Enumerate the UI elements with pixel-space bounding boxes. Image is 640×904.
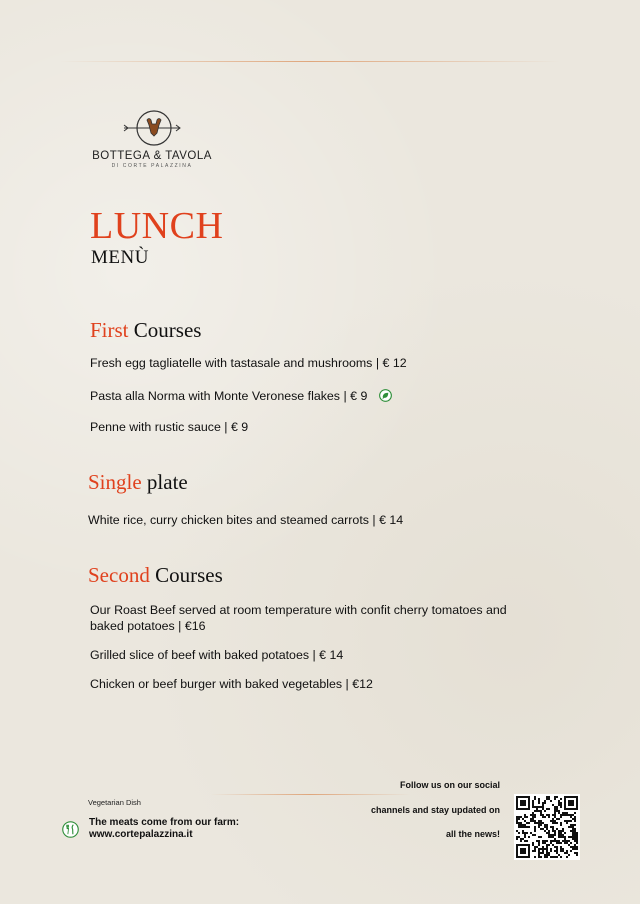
social-line-3: all the news! <box>445 829 500 839</box>
menu-item-text: Fresh egg tagliatelle with tastasale and mushrooms | € 12 <box>90 356 407 370</box>
menu-item <box>90 420 248 434</box>
section-heading-single-plate <box>88 470 188 495</box>
bull-head-icon <box>122 108 182 148</box>
menu-subtitle: MENÙ <box>91 247 149 268</box>
section-heading-accent: Second <box>88 563 150 587</box>
decorative-line-bottom <box>210 794 410 795</box>
section-heading-first-courses <box>90 318 201 343</box>
brand-name: BOTTEGA & TAVOLA <box>92 150 212 162</box>
vegetarian-legend: Vegetarian Dish <box>88 798 141 807</box>
menu-item <box>90 602 540 634</box>
section-heading-rest: Courses <box>133 318 202 342</box>
menu-item-text: White rice, curry chicken bites and steamed carrots | € 14 <box>88 513 404 527</box>
section-heading-rest: plate <box>146 470 188 494</box>
menu-item <box>88 513 403 527</box>
social-line-2: channels and stay updated on <box>370 805 500 815</box>
menu-item <box>90 648 343 662</box>
farm-website-link[interactable]: www.cortepalazzina.it <box>89 829 193 840</box>
qr-code-icon[interactable] <box>514 794 580 860</box>
farm-line-1: The meats come from our farm: <box>89 817 240 828</box>
leaf-icon <box>379 389 392 402</box>
menu-item <box>90 677 373 691</box>
menu-item <box>90 356 407 370</box>
menu-item-text: Chicken or beef burger with baked vegetables | €12 <box>90 677 373 691</box>
menu-item-text: Pasta alla Norma with Monte Veronese flakes | € 9 <box>90 389 368 403</box>
menu-item-text: Our Roast Beef served at room temperature with confit cherry tomatoes and baked potatoes | €16 <box>90 603 507 633</box>
section-heading-second-courses <box>88 563 223 588</box>
menu-item-text: Penne with rustic sauce | € 9 <box>90 420 249 434</box>
brand-logo <box>88 108 216 172</box>
menu-title: LUNCH <box>90 205 224 247</box>
brand-subname: DI CORTE PALAZZINA <box>111 163 193 169</box>
farm-info <box>89 817 239 841</box>
social-line-1: Follow us on our social <box>399 780 500 790</box>
section-heading-accent: First <box>90 318 129 342</box>
menu-item <box>90 389 392 403</box>
section-heading-accent: Single <box>88 470 142 494</box>
section-heading-rest: Courses <box>155 563 223 587</box>
menu-item-text: Grilled slice of beef with baked potatoes | € 14 <box>90 648 344 662</box>
decorative-line-top <box>60 61 560 62</box>
fork-knife-icon <box>62 821 79 838</box>
